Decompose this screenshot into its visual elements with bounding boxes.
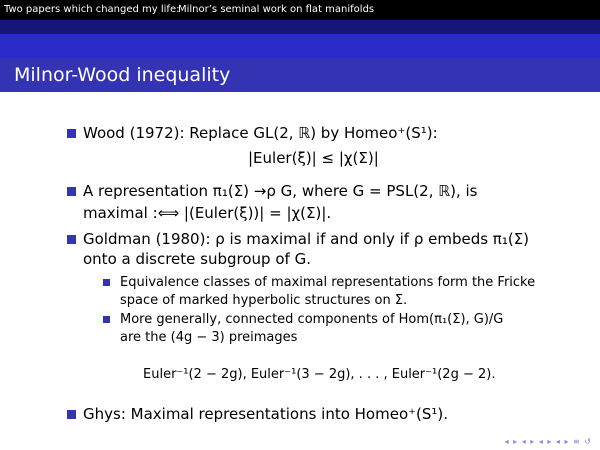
navigation-controls[interactable]: ◂ ▸ ◂ ▸ ◂ ▸ ◂ ▸ ≡ ↺ <box>504 437 592 446</box>
bullet-icon <box>67 187 76 196</box>
bullet-2-line-1: A representation π₁(Σ) →ρ G, where G = PSL(2, ℝ), is <box>83 182 478 200</box>
header-band-dark <box>0 20 600 34</box>
slide-content <box>0 92 600 450</box>
sub-bullet-2-equation: Euler⁻¹(2 − 2g), Euler⁻¹(3 − 2g), . . . , Euler⁻¹(2g − 2). <box>143 367 496 382</box>
frame-title: Milnor-Wood inequality <box>14 64 231 86</box>
bullet-icon <box>67 129 76 138</box>
bullet-icon <box>67 410 76 419</box>
header-right: Milnor’s seminal work on flat manifolds <box>178 4 375 15</box>
header-band-light <box>0 34 600 58</box>
bullet-1-equation: |Euler(ξ)| ≤ |χ(Σ)| <box>248 149 379 167</box>
bullet-4-text: Ghys: Maximal representations into Homeo⁺(S¹). <box>83 405 449 423</box>
title-bar <box>0 58 600 92</box>
sub-bullet-1-line-2: space of marked hyperbolic structures on Σ. <box>120 293 408 308</box>
bullet-3-line-2: onto a discrete subgroup of G. <box>83 250 311 268</box>
header-bar <box>0 0 600 20</box>
sub-bullet-icon <box>103 279 110 286</box>
bullet-3-line-1: Goldman (1980): ρ is maximal if and only if ρ embeds π₁(Σ) <box>83 230 530 248</box>
sub-bullet-1-line-1: Equivalence classes of maximal representations form the Fricke <box>120 275 536 290</box>
header-left: Two papers which changed my life: <box>4 4 180 15</box>
sub-bullet-2-line-1: More generally, connected components of Hom(π₁(Σ), G)/G <box>120 312 504 327</box>
sub-bullet-2-line-2: are the (4g − 3) preimages <box>120 330 298 345</box>
bullet-icon <box>67 235 76 244</box>
sub-bullet-icon <box>103 316 110 323</box>
bullet-2-line-2: maximal :⟺ |(Euler(ξ))| = |χ(Σ)|. <box>83 204 332 222</box>
bullet-1-text: Wood (1972): Replace GL(2, ℝ) by Homeo⁺(S¹): <box>83 124 438 142</box>
